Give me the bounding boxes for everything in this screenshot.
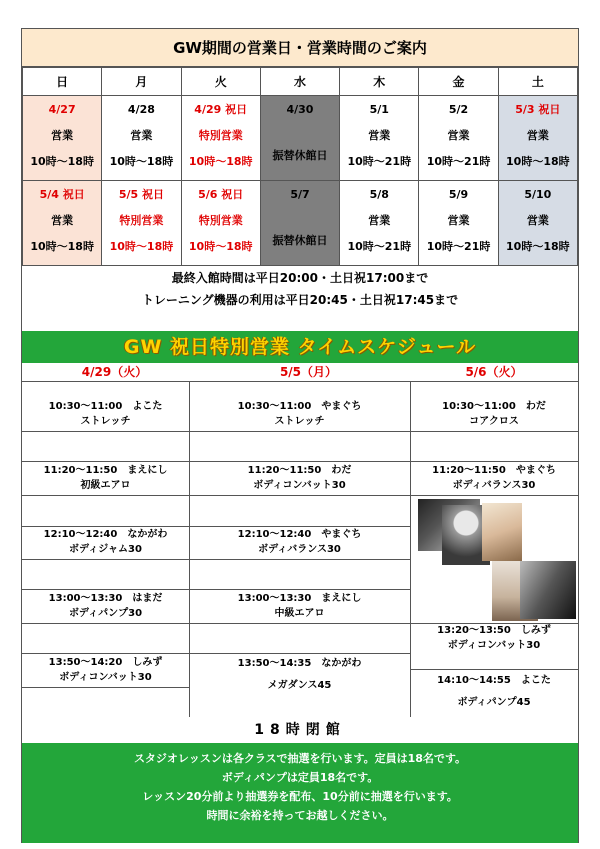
- grid-line: [22, 559, 189, 560]
- class-slot: [189, 527, 410, 557]
- class-slot: [22, 655, 189, 685]
- class-time: 11:20～11:50 わだ: [247, 465, 352, 476]
- grid-line: [410, 495, 578, 496]
- weekday-sun: 日: [23, 68, 102, 96]
- day-hours: 10時～18時: [109, 155, 174, 168]
- class-time: 12:10～12:40 なかがわ: [43, 529, 168, 540]
- day-status: 営業: [526, 214, 549, 227]
- class-name: コアクロス: [469, 416, 519, 427]
- class-time: 10:30～11:00 やまぐち: [237, 401, 362, 412]
- lesson-info-line: スタジオレッスンは各クラスで抽選を行います。定員は18名です。: [133, 752, 467, 765]
- class-slot: [22, 463, 189, 493]
- weekday-fri: 金: [419, 68, 498, 96]
- flyer: [21, 28, 579, 843]
- day-date: 5/1: [369, 103, 389, 116]
- weekday-mon: 月: [102, 68, 181, 96]
- day-hours: 10時～18時: [30, 240, 94, 253]
- class-name: ボディコンバット30: [253, 480, 346, 491]
- class-name: ボディコンバット30: [59, 672, 152, 683]
- grid-line: [189, 431, 410, 432]
- day-cell-0508: [340, 181, 419, 266]
- class-name: ボディジャム30: [69, 544, 142, 555]
- grid-line: [189, 495, 410, 496]
- day-hours: 10時～18時: [30, 155, 94, 168]
- day-cell-0504: [23, 181, 102, 266]
- class-name: メガダンス45: [267, 680, 332, 691]
- day-status: 営業: [368, 129, 391, 142]
- grid-line: [22, 495, 189, 496]
- class-time: 13:50～14:20 しみず: [48, 657, 163, 668]
- day-date: 5/8: [369, 188, 389, 201]
- day-cell-0503: [498, 96, 577, 181]
- day-date: 5/7: [290, 188, 310, 201]
- day-status: 営業: [447, 214, 470, 227]
- day-cell-0429: [181, 96, 260, 181]
- col-date-0506: 5/6（火）: [465, 365, 523, 379]
- day-status: 営業: [130, 129, 153, 142]
- lesson-info-box: [22, 743, 578, 843]
- col-date-0429: 4/29（火）: [81, 365, 148, 379]
- class-name: 中級エアロ: [274, 608, 325, 619]
- day-cell-0501: [340, 96, 419, 181]
- class-slot: [189, 591, 410, 621]
- class-slot: [22, 527, 189, 557]
- day-status: 特別営業: [198, 129, 243, 142]
- day-hours: 10時～18時: [188, 155, 253, 168]
- day-cell-0428: [102, 96, 181, 181]
- day-date: 4/27: [48, 103, 76, 116]
- class-time: 10:30～11:00 わだ: [442, 401, 546, 412]
- weekday-tue: 火: [181, 68, 260, 96]
- class-time: 11:20～11:50 やまぐち: [432, 465, 556, 476]
- class-slot: [410, 399, 578, 429]
- day-cell-0510: [498, 181, 577, 266]
- class-name: ボディパンプ30: [68, 608, 143, 619]
- day-date: 4/28: [127, 103, 155, 116]
- class-name: 初級エアロ: [80, 480, 131, 491]
- class-slot: [410, 463, 578, 493]
- day-status: 営業: [526, 129, 549, 142]
- class-name: ボディパンプ45: [457, 697, 531, 708]
- schedule-banner: GW 祝日特別営業 タイムスケジュール: [22, 331, 578, 363]
- class-slot: [189, 463, 410, 493]
- class-name: ボディバランス30: [452, 480, 536, 491]
- class-time: 10:30～11:00 よこた: [48, 401, 163, 412]
- day-date: 4/29 祝日: [194, 103, 248, 116]
- class-time: 13:50～14:35 なかがわ: [237, 658, 362, 669]
- closing-time: 18時閉館: [254, 722, 346, 738]
- class-time: 14:10～14:55 よこた: [437, 675, 551, 686]
- class-slot: [22, 591, 189, 621]
- class-slot: [22, 399, 189, 429]
- fitness-photo-group: [520, 561, 576, 619]
- class-slot: [410, 623, 578, 653]
- day-date: 5/3 祝日: [515, 103, 561, 116]
- fitness-photo-dancer: [482, 503, 522, 561]
- grid-line: [22, 589, 189, 590]
- weekday-thu: 木: [340, 68, 419, 96]
- day-cell-0507: [260, 181, 339, 266]
- grid-line: [22, 623, 189, 624]
- weekday-wed: 水: [260, 68, 339, 96]
- grid-line: [22, 461, 189, 462]
- day-status: 営業: [51, 129, 74, 142]
- last-entry-note: 最終入館時間は平日20:00・土日祝17:00まで: [171, 271, 429, 285]
- class-name: ボディコンバット30: [447, 640, 541, 651]
- class-slot: [189, 399, 410, 429]
- grid-line: [410, 461, 578, 462]
- class-time: 13:00～13:30 まえにし: [237, 593, 362, 604]
- grid-line: [189, 623, 410, 624]
- day-date: 5/5 祝日: [118, 188, 164, 201]
- class-slot: [189, 653, 410, 697]
- calendar-table: [22, 67, 578, 266]
- day-cell-0427: [23, 96, 102, 181]
- day-status: 特別営業: [198, 214, 243, 227]
- day-date: 5/4 祝日: [39, 188, 85, 201]
- class-time: 12:10～12:40 やまぐち: [237, 529, 362, 540]
- class-time: 13:20～13:50 しみず: [437, 625, 551, 636]
- day-hours: 10時～18時: [506, 240, 570, 253]
- day-date: 5/10: [524, 188, 552, 201]
- grid-line: [189, 589, 410, 590]
- day-date: 4/30: [286, 103, 314, 116]
- grid-line: [22, 431, 189, 432]
- lesson-info-line: 時間に余裕を持ってお越しください。: [206, 809, 394, 822]
- page-title: GW期間の営業日・営業時間のご案内: [22, 29, 578, 67]
- day-cell-0430: [260, 96, 339, 181]
- grid-line: [22, 687, 189, 688]
- class-slot: [410, 670, 578, 714]
- day-date: 5/6 祝日: [198, 188, 244, 201]
- day-date: 5/2: [448, 103, 469, 116]
- day-cell-0506: [181, 181, 260, 266]
- hours-notes: [22, 259, 578, 331]
- day-status: 営業: [447, 129, 470, 142]
- day-status: 特別営業: [119, 214, 164, 227]
- col-date-0505: 5/5（月）: [279, 365, 338, 379]
- day-cell-0505: [102, 181, 181, 266]
- day-date: 5/9: [448, 188, 469, 201]
- grid-line: [22, 381, 578, 382]
- day-hours: 10時～18時: [188, 240, 253, 253]
- grid-line: [410, 431, 578, 432]
- day-status: 振替休館日: [272, 234, 328, 247]
- day-hours: 10時～21時: [426, 240, 491, 253]
- class-time: 11:20～11:50 まえにし: [43, 465, 168, 476]
- grid-line: [189, 461, 410, 462]
- class-name: ボディバランス30: [258, 544, 341, 555]
- day-cell-0502: [419, 96, 498, 181]
- lesson-info-line: ボディパンプは定員18名です。: [221, 771, 379, 784]
- lesson-info-line: レッスン20分前より抽選券を配布、10分前に抽選を行います。: [142, 790, 458, 803]
- day-hours: 10時～21時: [347, 240, 412, 253]
- grid-line: [22, 653, 189, 654]
- day-cell-0509: [419, 181, 498, 266]
- class-time: 13:00～13:30 はまだ: [48, 593, 163, 604]
- day-hours: 10時～18時: [506, 155, 570, 168]
- day-hours: 10時～21時: [426, 155, 491, 168]
- class-name: ストレッチ: [80, 416, 131, 427]
- weekday-sat: 土: [498, 68, 577, 96]
- day-status: 振替休館日: [272, 149, 328, 162]
- day-hours: 10時～18時: [109, 240, 174, 253]
- day-status: 営業: [51, 214, 74, 227]
- class-name: ストレッチ: [274, 416, 325, 427]
- day-status: 営業: [368, 214, 391, 227]
- equipment-note: トレーニング機器の利用は平日20:45・土日祝17:45まで: [141, 293, 459, 307]
- day-hours: 10時～21時: [347, 155, 412, 168]
- grid-line: [189, 559, 410, 560]
